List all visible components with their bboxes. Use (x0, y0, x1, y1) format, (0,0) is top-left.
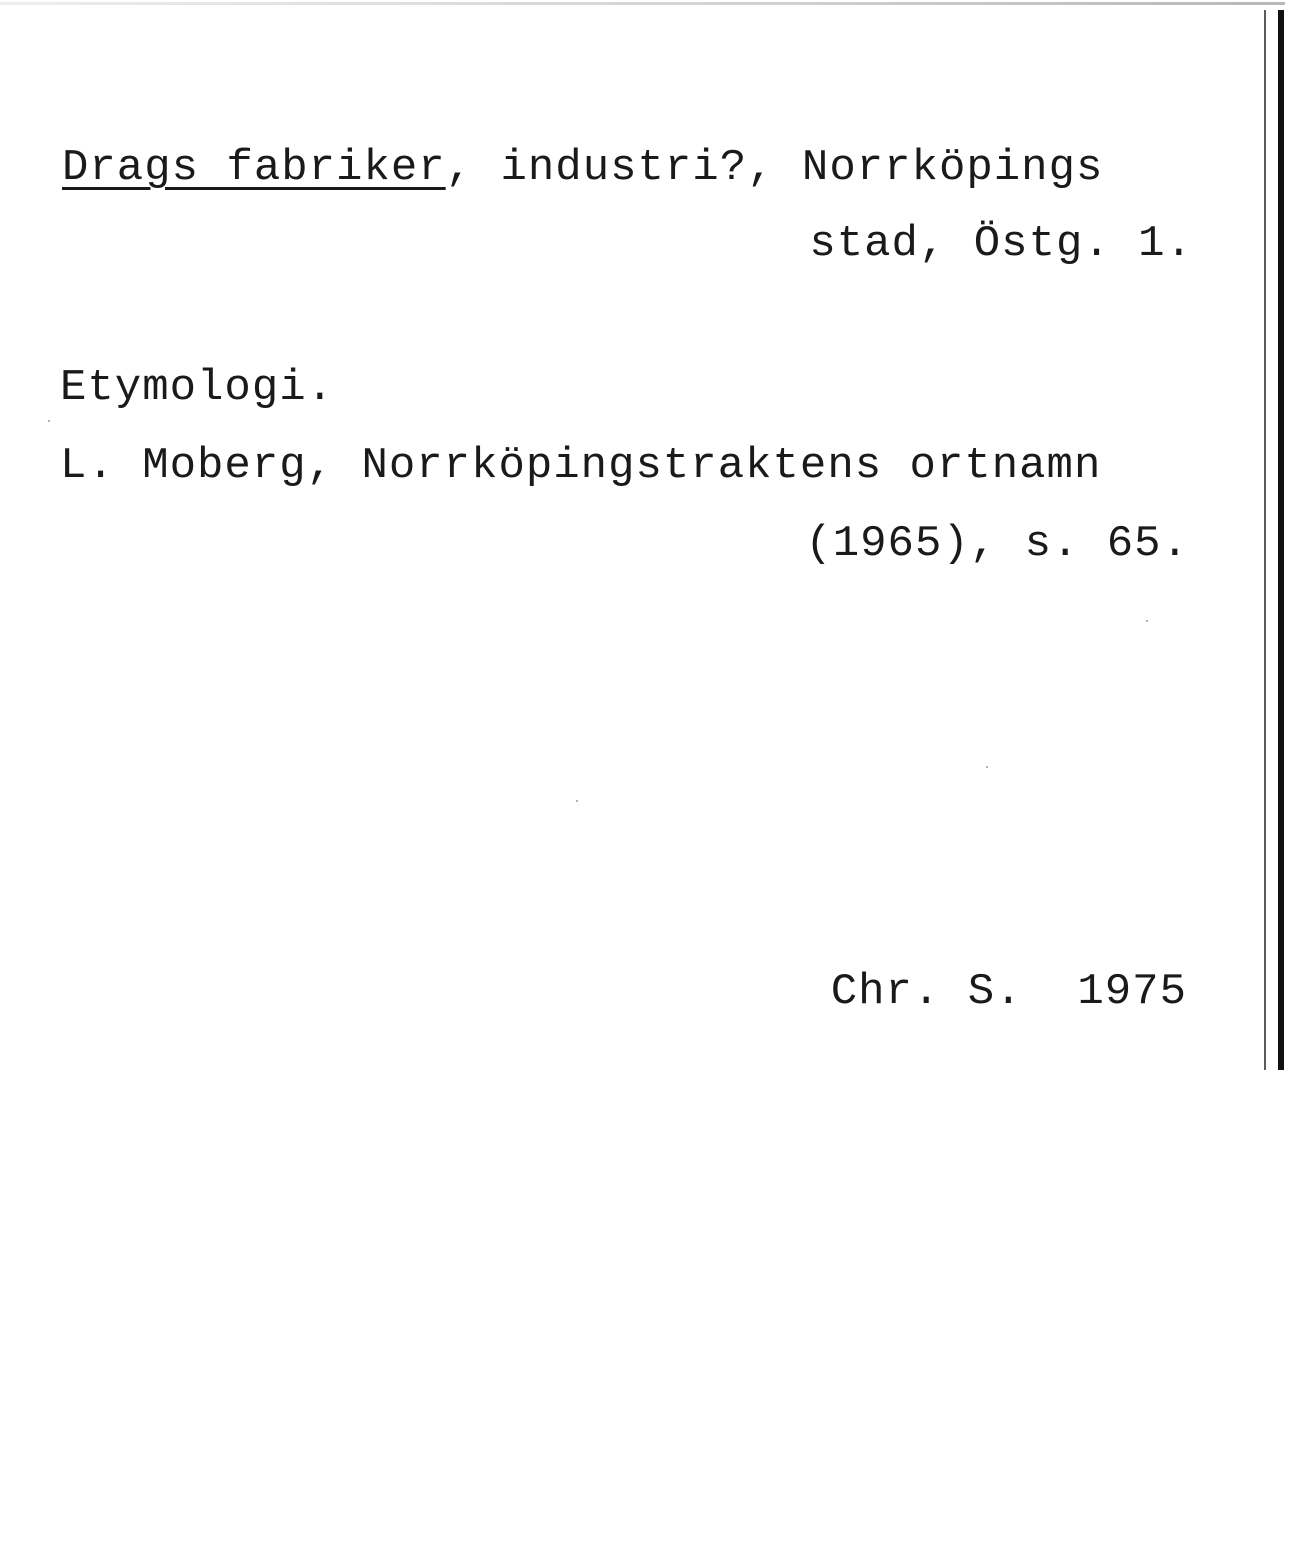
signature: Chr. S. 1975 (830, 967, 1187, 1017)
paper-speck (48, 420, 50, 422)
section-label: Etymologi. (60, 363, 335, 413)
title-line (62, 142, 1103, 194)
reference-line-continued: (1965), s. 65. (805, 519, 1189, 569)
paper-speck (986, 766, 988, 768)
paper-speck (576, 800, 578, 802)
card-top-edge (0, 2, 1285, 5)
card-right-edge (1264, 10, 1284, 1070)
paper-speck (1146, 620, 1148, 622)
location-line: stad, Östg. 1. (809, 219, 1193, 269)
headword: Drags fabriker (62, 143, 446, 193)
headword-description: , industri?, Norrköpings (445, 143, 1104, 193)
reference-line: L. Moberg, Norrköpingstraktens ortnamn (60, 441, 1102, 491)
